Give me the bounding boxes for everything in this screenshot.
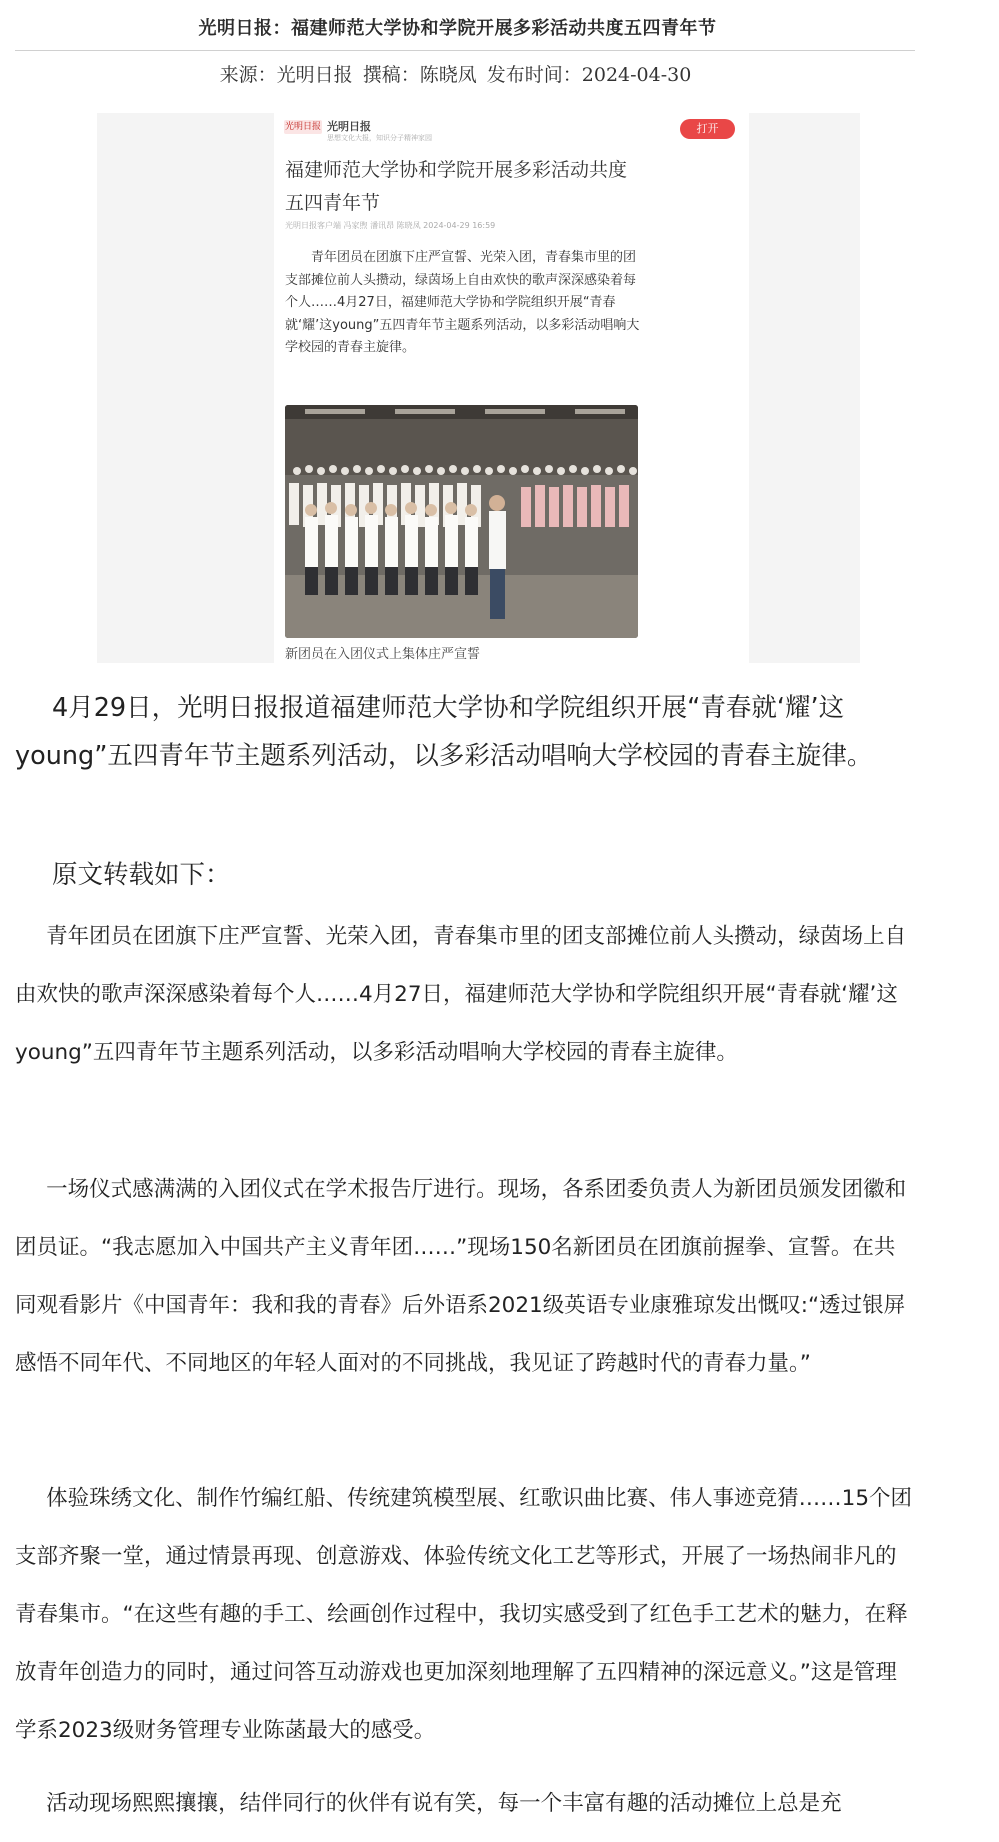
ceremony-photo-graphic <box>285 405 638 638</box>
photo-caption: 新团员在入团仪式上集体庄严宣誓 <box>285 647 481 662</box>
body-paragraph: 一场仪式感满满的入团仪式在学术报告厅进行。现场，各系团委负责人为新团员颁发团徽和团员证。“我志愿加入中国共产主义青年团……”现场150名新团员在团旗前握拳、宣誓。在共同观看影片《中国青年：我和我的青春》后外语系2021级英语专业康雅琼发出慨叹:“透过银屏感悟不同年代、不同地区的年轻人面对的不同挑战，我见证了跨越时代的青春力量。” <box>15 1177 907 1376</box>
meta-published: 发布时间：2024-04-30 <box>486 64 692 86</box>
lead-paragraph: 4月29日，光明日报报道福建师范大学协和学院组织开展“青春就‘耀’这young”五四青年节主题系列活动，以多彩活动唱响大学校园的青春主旋律。 <box>15 693 873 771</box>
body-paragraph: 青年团员在团旗下庄严宣誓、光荣入团，青春集市里的团支部摊位前人头攒动，绿茵场上自由欢快的歌声深深感染着每个人……4月27日，福建师范大学协和学院组织开展“青春就‘耀’这young”五四青年节主题系列活动，以多彩活动唱响大学校园的青春主旋律。 <box>15 924 907 1065</box>
app-logo: 光明日报 <box>284 122 321 132</box>
news-app-card <box>274 113 749 663</box>
open-app-button[interactable]: 打开 <box>680 119 735 139</box>
article-title: 光明日报：福建师范大学协和学院开展多彩活动共度五四青年节 <box>198 18 717 39</box>
embedded-screenshot <box>97 113 860 663</box>
meta-source: 来源：光明日报 <box>219 64 353 86</box>
body-paragraph: 活动现场熙熙攘攘，结伴同行的伙伴有说有笑，每一个丰富有趣的活动摊位上总是充 <box>46 1791 842 1816</box>
meta-author: 撰稿：陈晓凤 <box>362 64 477 86</box>
card-headline: 福建师范大学协和学院开展多彩活动共度五四青年节 <box>285 159 628 214</box>
title-divider <box>15 50 915 51</box>
card-byline: 光明日报客户端 冯家煦 潘讯昂 陈晓凤 2024-04-29 16:59 <box>285 221 496 230</box>
card-body-text: 青年团员在团旗下庄严宣誓、光荣入团，青春集市里的团支部摊位前人头攒动，绿茵场上自由欢快的歌声深深感染着每个人……4月27日，福建师范大学协和学院组织开展“青春就‘耀’这young”五四青年节主题系列活动，以多彩活动唱响大学校园的青春主旋律。 <box>285 250 640 355</box>
app-subtitle: 思想文化大报，知识分子精神家园 <box>327 134 432 142</box>
body-paragraph: 体验珠绣文化、制作竹编红船、传统建筑模型展、红歌识曲比赛、伟人事迹竞猜……15个团支部齐聚一堂，通过情景再现、创意游戏、体验传统文化工艺等形式，开展了一场热闹非凡的青春集市。“在这些有趣的手工、绘画创作过程中，我切实感受到了红色手工艺术的魅力，在释放青年创造力的同时，通过问答互动游戏也更加深刻地理解了五四精神的深远意义。”这是管理学系2023级财务管理专业陈菡最大的感受。 <box>15 1486 913 1743</box>
oath-ceremony-photo <box>285 405 638 638</box>
reprint-intro: 原文转载如下： <box>52 860 231 890</box>
article-meta <box>0 60 915 87</box>
app-name: 光明日报 <box>327 120 371 133</box>
